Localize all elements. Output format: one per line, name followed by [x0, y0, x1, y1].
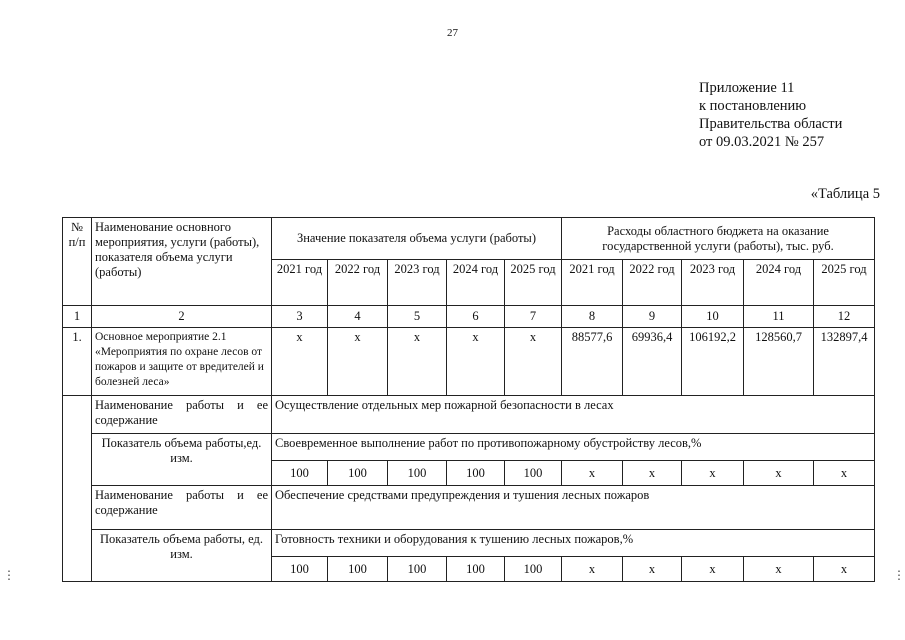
header-year: 2023 год	[388, 260, 447, 306]
work-label: Наименование работы и ее содержание	[92, 486, 272, 530]
column-number: 7	[505, 306, 562, 328]
header-expenses-group: Расходы областного бюджета на оказание государственной услуги (работы), тыс. руб.	[562, 218, 875, 260]
expense-cell: 69936,4	[623, 328, 682, 396]
header-year: 2023 год	[682, 260, 744, 306]
expense-cell: x	[744, 557, 814, 582]
appendix-block	[699, 79, 842, 151]
expense-cell: x	[744, 461, 814, 486]
indicator-label: Показатель объема работы,ед. изм.	[92, 434, 272, 486]
column-number: 11	[744, 306, 814, 328]
column-number: 4	[328, 306, 388, 328]
value-cell: 100	[272, 557, 328, 582]
expense-cell: x	[623, 461, 682, 486]
expense-cell: x	[814, 461, 875, 486]
column-number: 6	[447, 306, 505, 328]
work-content: Осуществление отдельных мер пожарной безопасности в лесах	[272, 396, 875, 434]
header-year: 2021 год	[562, 260, 623, 306]
column-number: 2	[92, 306, 272, 328]
header-year: 2024 год	[447, 260, 505, 306]
expense-cell: 132897,4	[814, 328, 875, 396]
column-number: 5	[388, 306, 447, 328]
appendix-line: Приложение 11	[699, 80, 795, 96]
work-content: Обеспечение средствами предупреждения и тушения лесных пожаров	[272, 486, 875, 530]
expense-cell: x	[623, 557, 682, 582]
table-caption: «Таблица 5	[810, 186, 880, 202]
value-cell: 100	[447, 557, 505, 582]
value-cell: 100	[328, 557, 388, 582]
value-cell: 100	[272, 461, 328, 486]
header-year: 2022 год	[328, 260, 388, 306]
expense-cell: 106192,2	[682, 328, 744, 396]
margin-mark-left: ⋮	[3, 568, 15, 582]
value-cell: x	[328, 328, 388, 396]
header-year: 2025 год	[505, 260, 562, 306]
header-year: 2021 год	[272, 260, 328, 306]
value-cell: x	[447, 328, 505, 396]
spacer-cell	[63, 396, 92, 582]
header-values-group: Значение показателя объема услуги (работы)	[272, 218, 562, 260]
value-cell: 100	[505, 557, 562, 582]
appendix-line: к постановлению	[699, 98, 807, 114]
indicator-content: Готовность техники и оборудования к тушению лесных пожаров,%	[272, 530, 875, 557]
header-year: 2025 год	[814, 260, 875, 306]
header-num: № п/п	[63, 218, 92, 306]
appendix-line: от 09.03.2021 № 257	[699, 134, 825, 150]
appendix-line: Правительства области	[699, 116, 843, 132]
work-label: Наименование работы и ее содержание	[92, 396, 272, 434]
value-cell: 100	[328, 461, 388, 486]
indicator-content: Своевременное выполнение работ по противопожарному обустройству лесов,%	[272, 434, 875, 461]
expense-cell: x	[682, 461, 744, 486]
indicator-label: Показатель объема работы, ед. изм.	[92, 530, 272, 582]
value-cell: x	[505, 328, 562, 396]
header-year: 2024 год	[744, 260, 814, 306]
expense-cell: x	[562, 461, 623, 486]
row-num: 1.	[63, 328, 92, 396]
header-year: 2022 год	[623, 260, 682, 306]
activity-name: Основное мероприятие 2.1 «Мероприятия по охране лесов от пожаров и защите от вредителей и болезней леса»	[92, 328, 272, 396]
expenses-table	[62, 217, 875, 582]
header-name: Наименование основного мероприятия, услуги (работы), показателя объема услуги (работы)	[92, 218, 272, 306]
column-number: 3	[272, 306, 328, 328]
value-cell: x	[272, 328, 328, 396]
expense-cell: 88577,6	[562, 328, 623, 396]
expense-cell: x	[562, 557, 623, 582]
column-number: 9	[623, 306, 682, 328]
expense-cell: x	[814, 557, 875, 582]
column-number: 1	[63, 306, 92, 328]
page-number: 27	[447, 27, 458, 39]
value-cell: 100	[447, 461, 505, 486]
column-number: 12	[814, 306, 875, 328]
margin-mark-right: ⋮	[893, 568, 905, 582]
value-cell: x	[388, 328, 447, 396]
value-cell: 100	[505, 461, 562, 486]
expense-cell: 128560,7	[744, 328, 814, 396]
value-cell: 100	[388, 557, 447, 582]
expense-cell: x	[682, 557, 744, 582]
value-cell: 100	[388, 461, 447, 486]
column-number: 8	[562, 306, 623, 328]
column-number: 10	[682, 306, 744, 328]
